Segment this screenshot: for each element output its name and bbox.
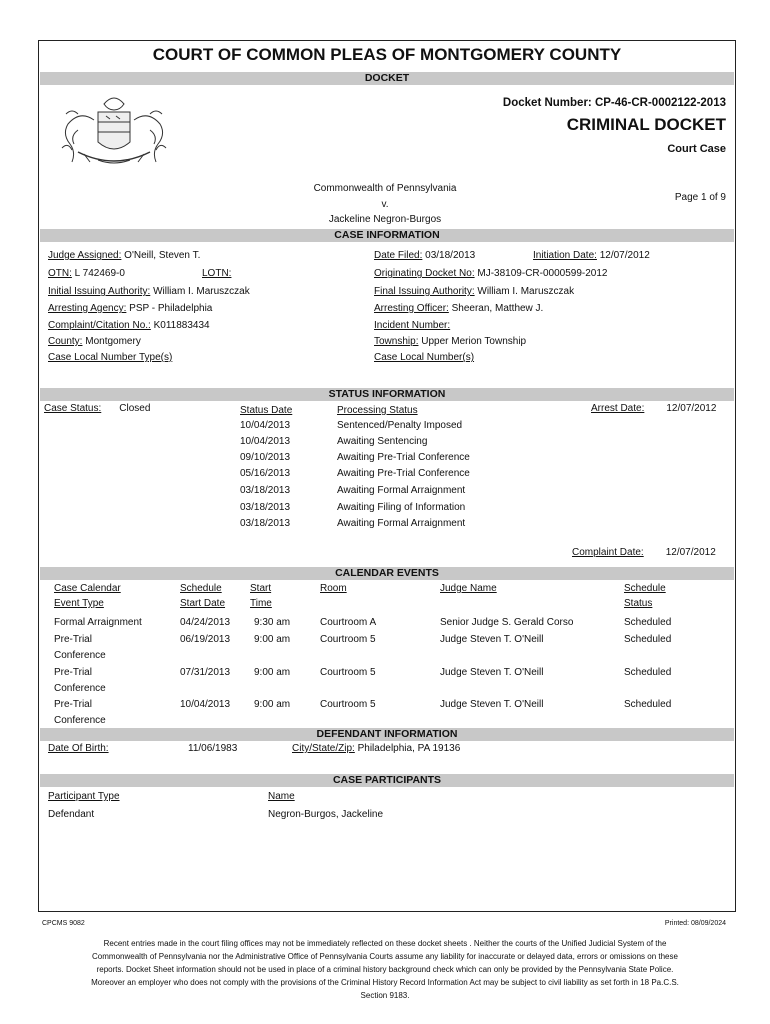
event-room: Courtroom 5 (320, 634, 376, 645)
calendar-events-bar (40, 567, 734, 580)
case-local-number: Case Local Number(s) (374, 352, 475, 363)
docket-label: DOCKET (364, 72, 410, 84)
complaint-citation: Complaint/Citation No.: K011883434 (48, 320, 210, 331)
event-status: Scheduled (624, 634, 672, 645)
participant-name: Negron-Burgos, Jackeline (268, 809, 384, 820)
event-room: Courtroom 5 (320, 699, 376, 710)
event-room: Courtroom A (320, 617, 377, 628)
event-judge: Judge Steven T. O'Neill (440, 667, 544, 678)
lotn: LOTN: (202, 268, 232, 279)
event-time: 9:30 am (254, 617, 291, 628)
status-row-status: Awaiting Formal Arraignment (337, 485, 466, 496)
event-date: 06/19/2013 (180, 634, 231, 645)
event-type-2: Conference (54, 715, 106, 726)
event-time: 9:00 am (254, 667, 291, 678)
arrest-date: Arrest Date: 12/07/2012 (591, 403, 717, 414)
status-information-bar (40, 388, 734, 401)
status-row-date: 10/04/2013 (240, 436, 291, 447)
status-row-status: Awaiting Filing of Information (337, 502, 466, 513)
final-issuing-authority: Final Issuing Authority: William I. Maruszczak (374, 286, 575, 297)
start-date-header: Schedule (180, 583, 222, 594)
disclaimer: Recent entries made in the court filing offices may not be immediately reflected on these docket sheets . Neither the courts of the Unified Judicial System of the Commonwealth of Pennsylvania nor the Administrative Office of Pennsylvania Courts assume any liability for inaccurate or delayed data, errors or omissions on these reports. Docket Sheet information should not be used in place of a criminal history background check which can only be provided by the Pennsylvania State Police. Moreover an employer who does not comply with the provisions of the Criminal History Record Information Act may be subject to civil liability as set forth in 18 Pa.C.S. Section 9183. (91, 939, 679, 1000)
event-judge: Senior Judge S. Gerald Corso (440, 617, 574, 628)
dob-label: Date Of Birth: (48, 743, 109, 754)
arresting-agency: Arresting Agency: PSP - Philadelphia (48, 303, 213, 314)
event-time: 9:00 am (254, 699, 291, 710)
originating-docket: Originating Docket No: MJ-38109-CR-0000599-2012 (374, 268, 608, 279)
caption-versus: v. (381, 199, 389, 210)
case-status: Case Status: Closed (44, 403, 151, 414)
initiation-date: Initiation Date: 12/07/2012 (533, 250, 650, 261)
event-status: Scheduled (624, 699, 672, 710)
date-filed: Date Filed: 03/18/2013 (374, 250, 476, 261)
dob-value: 11/06/1983 (188, 743, 238, 754)
page-indicator: Page 1 of 9 (674, 192, 726, 203)
status-row-date: 10/04/2013 (240, 420, 291, 431)
start-time-header-2: Time (250, 598, 272, 609)
arresting-officer: Arresting Officer: Sheeran, Matthew J. (374, 303, 544, 314)
status-row-status: Sentenced/Penalty Imposed (337, 420, 463, 431)
case-information-bar (40, 229, 734, 242)
case-participants-title: CASE PARTICIPANTS (332, 774, 442, 786)
township: Township: Upper Merion Township (374, 336, 527, 347)
docket-type: CRIMINAL DOCKET (566, 115, 726, 134)
printed-date: Printed: 08/09/2024 (664, 920, 726, 927)
otn: OTN: L 742469-0 (48, 268, 125, 279)
participant-type: Defendant (48, 809, 95, 820)
participant-name-header: Name (268, 791, 295, 802)
event-date: 07/31/2013 (180, 667, 231, 678)
initial-issuing-authority: Initial Issuing Authority: William I. Maruszczak (48, 286, 250, 297)
form-id: CPCMS 9082 (42, 920, 85, 927)
event-status: Scheduled (624, 667, 672, 678)
event-time: 9:00 am (254, 634, 291, 645)
schedule-status-header-2: Status (624, 598, 653, 609)
case-information-title: CASE INFORMATION (334, 229, 440, 241)
caption-defendant: Jackeline Negron-Burgos (328, 214, 442, 225)
processing-status-header: Processing Status (337, 405, 418, 416)
case-participants-bar (40, 774, 734, 787)
case-local-number-type: Case Local Number Type(s) (48, 352, 173, 363)
status-row-status: Awaiting Pre-Trial Conference (337, 452, 470, 463)
schedule-status-header: Schedule (624, 583, 666, 594)
status-row-date: 09/10/2013 (240, 452, 291, 463)
event-type: Pre-Trial (54, 699, 92, 710)
start-date-header-2: Start Date (180, 598, 226, 609)
court-title: COURT OF COMMON PLEAS OF MONTGOMERY COUNTY (152, 45, 622, 64)
status-row-date: 03/18/2013 (240, 502, 291, 513)
participant-type-header: Participant Type (48, 791, 120, 802)
city-state-zip: City/State/Zip: Philadelphia, PA 19136 (292, 743, 461, 754)
status-date-header: Status Date (240, 405, 293, 416)
caption-plaintiff: Commonwealth of Pennsylvania (313, 183, 457, 194)
event-type: Pre-Trial (54, 667, 92, 678)
event-type-2: Conference (54, 650, 106, 661)
status-information-title: STATUS INFORMATION (328, 388, 446, 400)
docket-number: Docket Number: CP-46-CR-0002122-2013 (502, 97, 726, 109)
status-row-status: Awaiting Formal Arraignment (337, 518, 466, 529)
event-type-2: Conference (54, 683, 106, 694)
complaint-date: Complaint Date: 12/07/2012 (572, 547, 716, 558)
judge-name-header: Judge Name (440, 583, 497, 594)
county: County: Montgomery (48, 336, 141, 347)
status-row-date: 03/18/2013 (240, 518, 291, 529)
status-row-date: 05/16/2013 (240, 468, 291, 479)
defendant-information-title: DEFENDANT INFORMATION (316, 728, 458, 740)
status-row-date: 03/18/2013 (240, 485, 291, 496)
room-header: Room (320, 583, 347, 594)
event-type: Pre-Trial (54, 634, 92, 645)
incident-number: Incident Number: (374, 320, 451, 331)
event-judge: Judge Steven T. O'Neill (440, 699, 544, 710)
event-room: Courtroom 5 (320, 667, 376, 678)
start-time-header: Start (250, 583, 272, 594)
status-row-status: Awaiting Sentencing (337, 436, 428, 447)
event-type-header-2: Event Type (54, 598, 104, 609)
event-judge: Judge Steven T. O'Neill (440, 634, 544, 645)
event-type: Formal Arraignment (54, 617, 142, 628)
judge-assigned: Judge Assigned: O'Neill, Steven T. (48, 250, 201, 261)
event-date: 10/04/2013 (180, 699, 231, 710)
defendant-information-bar (40, 728, 734, 741)
calendar-events-title: CALENDAR EVENTS (335, 567, 439, 579)
docket-bar (40, 72, 734, 85)
pennsylvania-coat-of-arms-icon (48, 90, 180, 174)
event-date: 04/24/2013 (180, 617, 231, 628)
event-status: Scheduled (624, 617, 672, 628)
event-type-header: Case Calendar (54, 583, 121, 594)
court-case-label: Court Case (667, 143, 726, 155)
status-row-status: Awaiting Pre-Trial Conference (337, 468, 470, 479)
